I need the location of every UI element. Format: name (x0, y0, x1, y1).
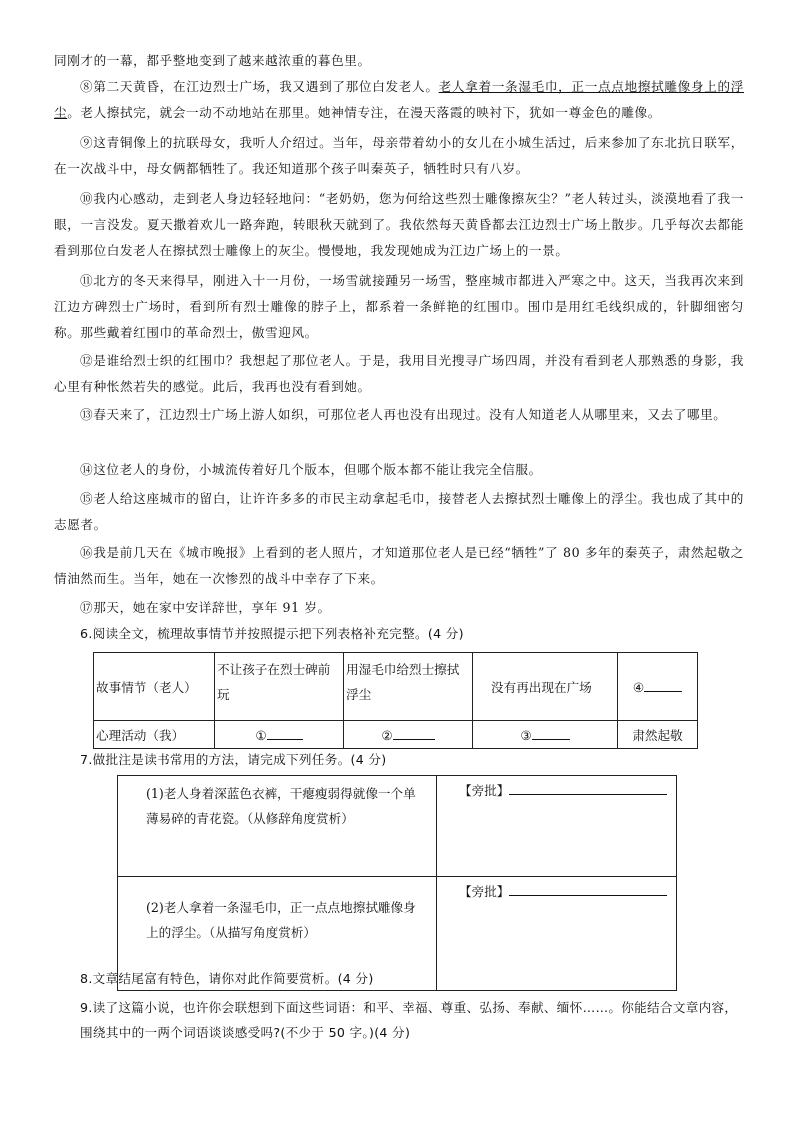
answer-number: ③ (520, 727, 532, 743)
question-7-prompt: 7.做批注是读书常用的方法，请完成下列任务。(4 分) (80, 752, 387, 767)
plot-table (93, 652, 698, 749)
answer-blank[interactable] (267, 727, 303, 740)
answer-number: ④ (632, 679, 645, 695)
table-row (94, 721, 698, 749)
side-note-cell[interactable] (437, 776, 677, 877)
story-paragraph-12: ⑫是谁给烈士织的红围巾？我想起了那位老人。于是，我用目光搜寻广场四周，并没有看到老人那熟悉的身影，我心里有种怅然若失的感觉。此后，我再也没有看到她。 (54, 353, 744, 394)
story-paragraph-7-end: 同刚才的一幕，都乎整地变到了越来越浓重的暮色里。 (54, 53, 371, 68)
answer-blank[interactable] (509, 782, 667, 795)
question-6-prompt: 6.阅读全文，梳理故事情节并按照提示把下列表格补充完整。(4 分) (80, 626, 464, 641)
answer-blank[interactable] (532, 727, 570, 740)
answer-blank[interactable] (644, 679, 682, 692)
table-cell: 不让孩子在烈士碑前玩 (215, 653, 344, 721)
side-note-label: 【旁批】 (459, 783, 510, 798)
story-paragraph-11: ⑪北方的冬天来得早，刚进入十一月份，一场雪就接踵另一场雪，整座城市都进入严寒之中。这天，当我再次来到江边方碑烈士广场时，看到所有烈士雕像的脖子上，都系着一条鲜艳的红围巾。围巾是用红毛线织成的，针脚细密匀称。那些戴着红围巾的革命烈士，傲雪迎风。 (54, 273, 744, 340)
answer-cell-3[interactable] (473, 721, 618, 749)
table-cell: 用湿毛巾给烈士擦拭浮尘 (344, 653, 473, 721)
table-cell: 心理活动（我） (94, 721, 215, 749)
answer-blank[interactable] (509, 883, 667, 896)
answer-number: ① (255, 727, 267, 743)
table-cell: 肃然起敬 (618, 721, 698, 749)
question-8-prompt: 8.文章结尾富有特色，请你对此作简要赏析。(4 分) (80, 971, 374, 986)
answer-cell-1[interactable] (215, 721, 344, 749)
story-paragraph-10: ⑩我内心感动，走到老人身边轻轻地问：“老奶奶，您为何给这些烈士雕像擦灰尘？”老人转过头，淡漠地看了我一眼，一言没发。夏天撒着欢儿一路奔跑，转眼秋天就到了。我依然每天黄昏都去江边烈士广场上散步。几乎每次去都能看到那位白发老人在擦拭烈士雕像上的灰尘。慢慢地，我发现她成为江边广场上的一景。 (54, 191, 744, 258)
story-paragraph-8 (54, 74, 744, 126)
question-9-prompt: 9.读了这篇小说，也许你会联想到下面这些词语：和平、幸福、尊重、弘扬、奉献、缅怀……。你能结合文章内容，围绕其中的一两个词语谈谈感受吗?(不少于 50 字。)(4 分) (80, 1000, 738, 1040)
story-paragraph-15: ⑮老人给这座城市的留白，让许许多多的市民主动拿起毛巾，接替老人去擦拭烈士雕像上的浮尘。我也成了其中的志愿者。 (54, 491, 744, 532)
table-cell: 故事情节（老人） (94, 653, 215, 721)
answer-cell-4[interactable] (618, 653, 698, 721)
table-row (94, 653, 698, 721)
table-cell: 没有再出现在广场 (473, 653, 618, 721)
story-paragraph-17: ⑰那天，她在家中安详辞世，享年 91 岁。 (80, 600, 331, 615)
p8-start: ⑧第二天黄昏，在江边烈士广场，我又遇到了那位白发老人。 (80, 79, 439, 94)
quote-cell: (1)老人身着深蓝色衣裤，干瘪瘦弱得就像一个单薄易碎的青花瓷。（从修辞角度赏析） (118, 776, 437, 877)
story-paragraph-16: ⑯我是前几天在《城市晚报》上看到的老人照片，才知道那位老人是已经“牺牲”了 80 多年的秦英子，肃然起敬之情油然而生。当年，她在一次惨烈的战斗中幸存了下来。 (54, 545, 744, 586)
annotation-table (117, 775, 677, 991)
side-note-label: 【旁批】 (459, 884, 510, 899)
story-paragraph-13: ⑬春天来了，江边烈士广场上游人如织，可那位老人再也没有出现过。没有人知道老人从哪里来，又去了哪里。 (80, 407, 727, 422)
answer-number: ② (381, 727, 393, 743)
answer-cell-2[interactable] (344, 721, 473, 749)
story-paragraph-9: ⑨这青铜像上的抗联母女，我听人介绍过。当年，母亲带着幼小的女儿在小城生活过，后来参加了东北抗日联军，在一次战斗中，母女俩都牺牲了。我还知道那个孩子叫秦英子，牺牲时只有八岁。 (54, 135, 744, 176)
answer-blank[interactable] (393, 727, 435, 740)
table-row (118, 776, 677, 877)
p8-end: 。老人擦拭完，就会一动不动地站在那里。她神情专注，在漫天落霞的映衬下，犹如一尊金色的雕像。 (67, 105, 661, 120)
quote-cell: (2)老人拿着一条湿毛巾，正一点点地擦拭雕像身上的浮尘。（从描写角度赏析） (118, 877, 437, 991)
story-paragraph-14: ⑭这位老人的身份，小城流传着好几个版本，但哪个版本都不能让我完全信服。 (80, 462, 542, 477)
p8-underlined-sentence: 老人拿着一条湿毛巾，正一点点地擦拭雕像身上的浮尘 (54, 79, 744, 120)
